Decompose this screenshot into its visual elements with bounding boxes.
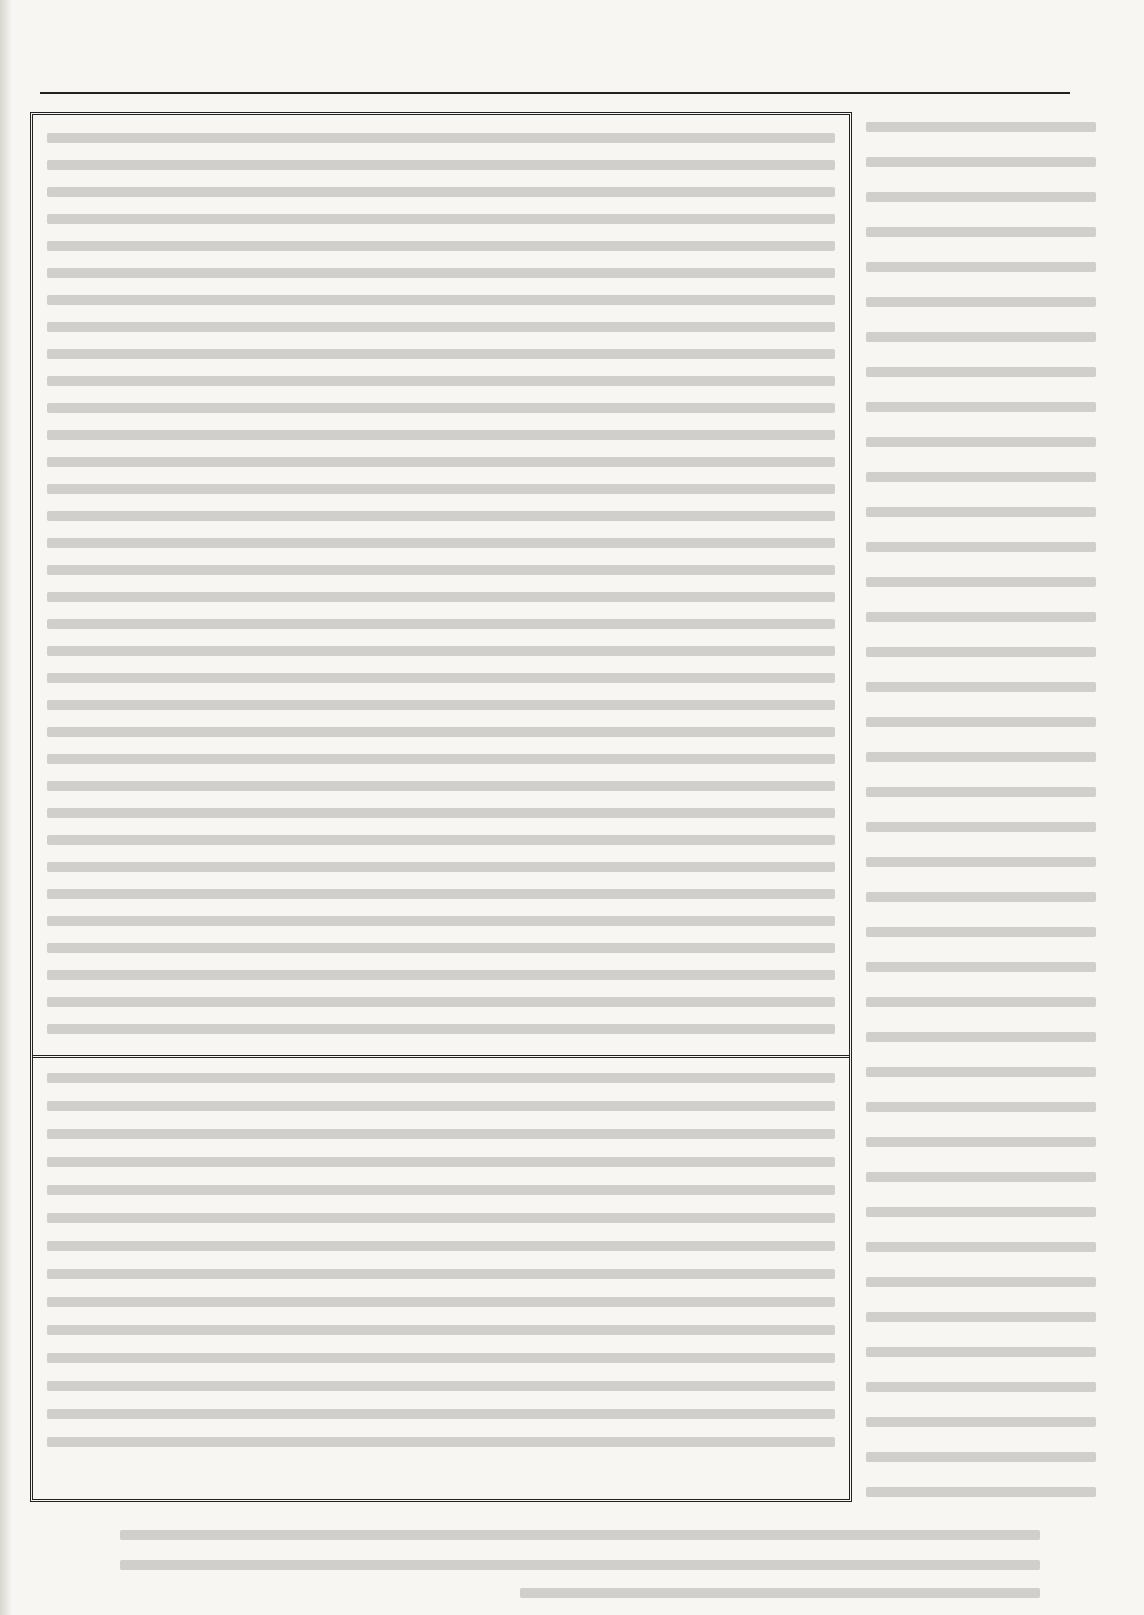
- main-text-line: [47, 1381, 835, 1391]
- main-text-line: [47, 673, 835, 683]
- footer-text-line: [520, 1588, 1040, 1598]
- main-text-line: [47, 1157, 835, 1167]
- margin-text-line: [866, 1207, 1096, 1217]
- main-text-line: [47, 592, 835, 602]
- main-text-line: [47, 781, 835, 791]
- main-text-line: [47, 457, 835, 467]
- margin-text-line: [866, 787, 1096, 797]
- main-text-line: [47, 565, 835, 575]
- main-text-line: [47, 727, 835, 737]
- main-text-line: [47, 808, 835, 818]
- main-text-line: [47, 700, 835, 710]
- main-text-line: [47, 916, 835, 926]
- main-text-line: [47, 862, 835, 872]
- margin-text-line: [866, 1382, 1096, 1392]
- main-text-line: [47, 1353, 835, 1363]
- main-text-line: [47, 1129, 835, 1139]
- main-text-line: [47, 619, 835, 629]
- margin-text-line: [866, 1277, 1096, 1287]
- scan-edge-shading: [0, 0, 12, 1615]
- main-text-line: [47, 997, 835, 1007]
- main-text-line: [47, 943, 835, 953]
- margin-text-line: [866, 577, 1096, 587]
- margin-text-line: [866, 332, 1096, 342]
- margin-text-line: [866, 1312, 1096, 1322]
- margin-text-line: [866, 647, 1096, 657]
- main-text-line: [47, 268, 835, 278]
- main-text-line: [47, 133, 835, 143]
- margin-text-line: [866, 437, 1096, 447]
- main-text-line: [47, 403, 835, 413]
- main-text-line: [47, 430, 835, 440]
- main-text-line: [47, 889, 835, 899]
- margin-text-line: [866, 1137, 1096, 1147]
- margin-text-line: [866, 997, 1096, 1007]
- section-divider: [33, 1055, 849, 1058]
- margin-text-line: [866, 822, 1096, 832]
- main-text-line: [47, 754, 835, 764]
- main-text-line: [47, 511, 835, 521]
- main-text-line: [47, 1101, 835, 1111]
- margin-text-line: [866, 1032, 1096, 1042]
- main-text-line: [47, 835, 835, 845]
- margin-text-line: [866, 367, 1096, 377]
- main-text-line: [47, 322, 835, 332]
- main-text-line: [47, 1024, 835, 1034]
- margin-text-line: [866, 1347, 1096, 1357]
- margin-text-line: [866, 717, 1096, 727]
- main-text-line: [47, 1185, 835, 1195]
- main-text-line: [47, 538, 835, 548]
- margin-text-line: [866, 297, 1096, 307]
- margin-text-line: [866, 612, 1096, 622]
- main-text-line: [47, 376, 835, 386]
- margin-text-line: [866, 472, 1096, 482]
- main-text-line: [47, 970, 835, 980]
- margin-text-line: [866, 402, 1096, 412]
- main-text-line: [47, 484, 835, 494]
- main-text-line: [47, 1269, 835, 1279]
- margin-text-line: [866, 962, 1096, 972]
- main-text-line: [47, 1325, 835, 1335]
- margin-gloss-column: [866, 112, 1096, 1552]
- main-text-line: [47, 214, 835, 224]
- main-text-line: [47, 160, 835, 170]
- main-text-line: [47, 241, 835, 251]
- margin-text-line: [866, 1172, 1096, 1182]
- margin-text-line: [866, 1067, 1096, 1077]
- margin-text-line: [866, 682, 1096, 692]
- main-text-line: [47, 1409, 835, 1419]
- margin-text-line: [866, 122, 1096, 132]
- margin-text-line: [866, 542, 1096, 552]
- running-header-rule: [40, 70, 1070, 94]
- margin-text-line: [866, 227, 1096, 237]
- margin-text-line: [866, 752, 1096, 762]
- main-text-line: [47, 187, 835, 197]
- main-text-line: [47, 1297, 835, 1307]
- main-text-line: [47, 646, 835, 656]
- margin-text-line: [866, 1452, 1096, 1462]
- margin-text-line: [866, 1102, 1096, 1112]
- margin-text-line: [866, 262, 1096, 272]
- main-text-frame: [30, 112, 852, 1502]
- margin-text-line: [866, 1487, 1096, 1497]
- margin-text-line: [866, 507, 1096, 517]
- main-text-line: [47, 1213, 835, 1223]
- main-text-line: [47, 295, 835, 305]
- footer-text-line: [120, 1530, 1040, 1540]
- footer-text-line: [120, 1560, 1040, 1570]
- margin-text-line: [866, 892, 1096, 902]
- main-text-line: [47, 1073, 835, 1083]
- main-text-line: [47, 349, 835, 359]
- main-text-line: [47, 1437, 835, 1447]
- margin-text-line: [866, 1417, 1096, 1427]
- main-text-line: [47, 1241, 835, 1251]
- margin-text-line: [866, 192, 1096, 202]
- margin-text-line: [866, 157, 1096, 167]
- margin-text-line: [866, 1242, 1096, 1252]
- margin-text-line: [866, 857, 1096, 867]
- margin-text-line: [866, 927, 1096, 937]
